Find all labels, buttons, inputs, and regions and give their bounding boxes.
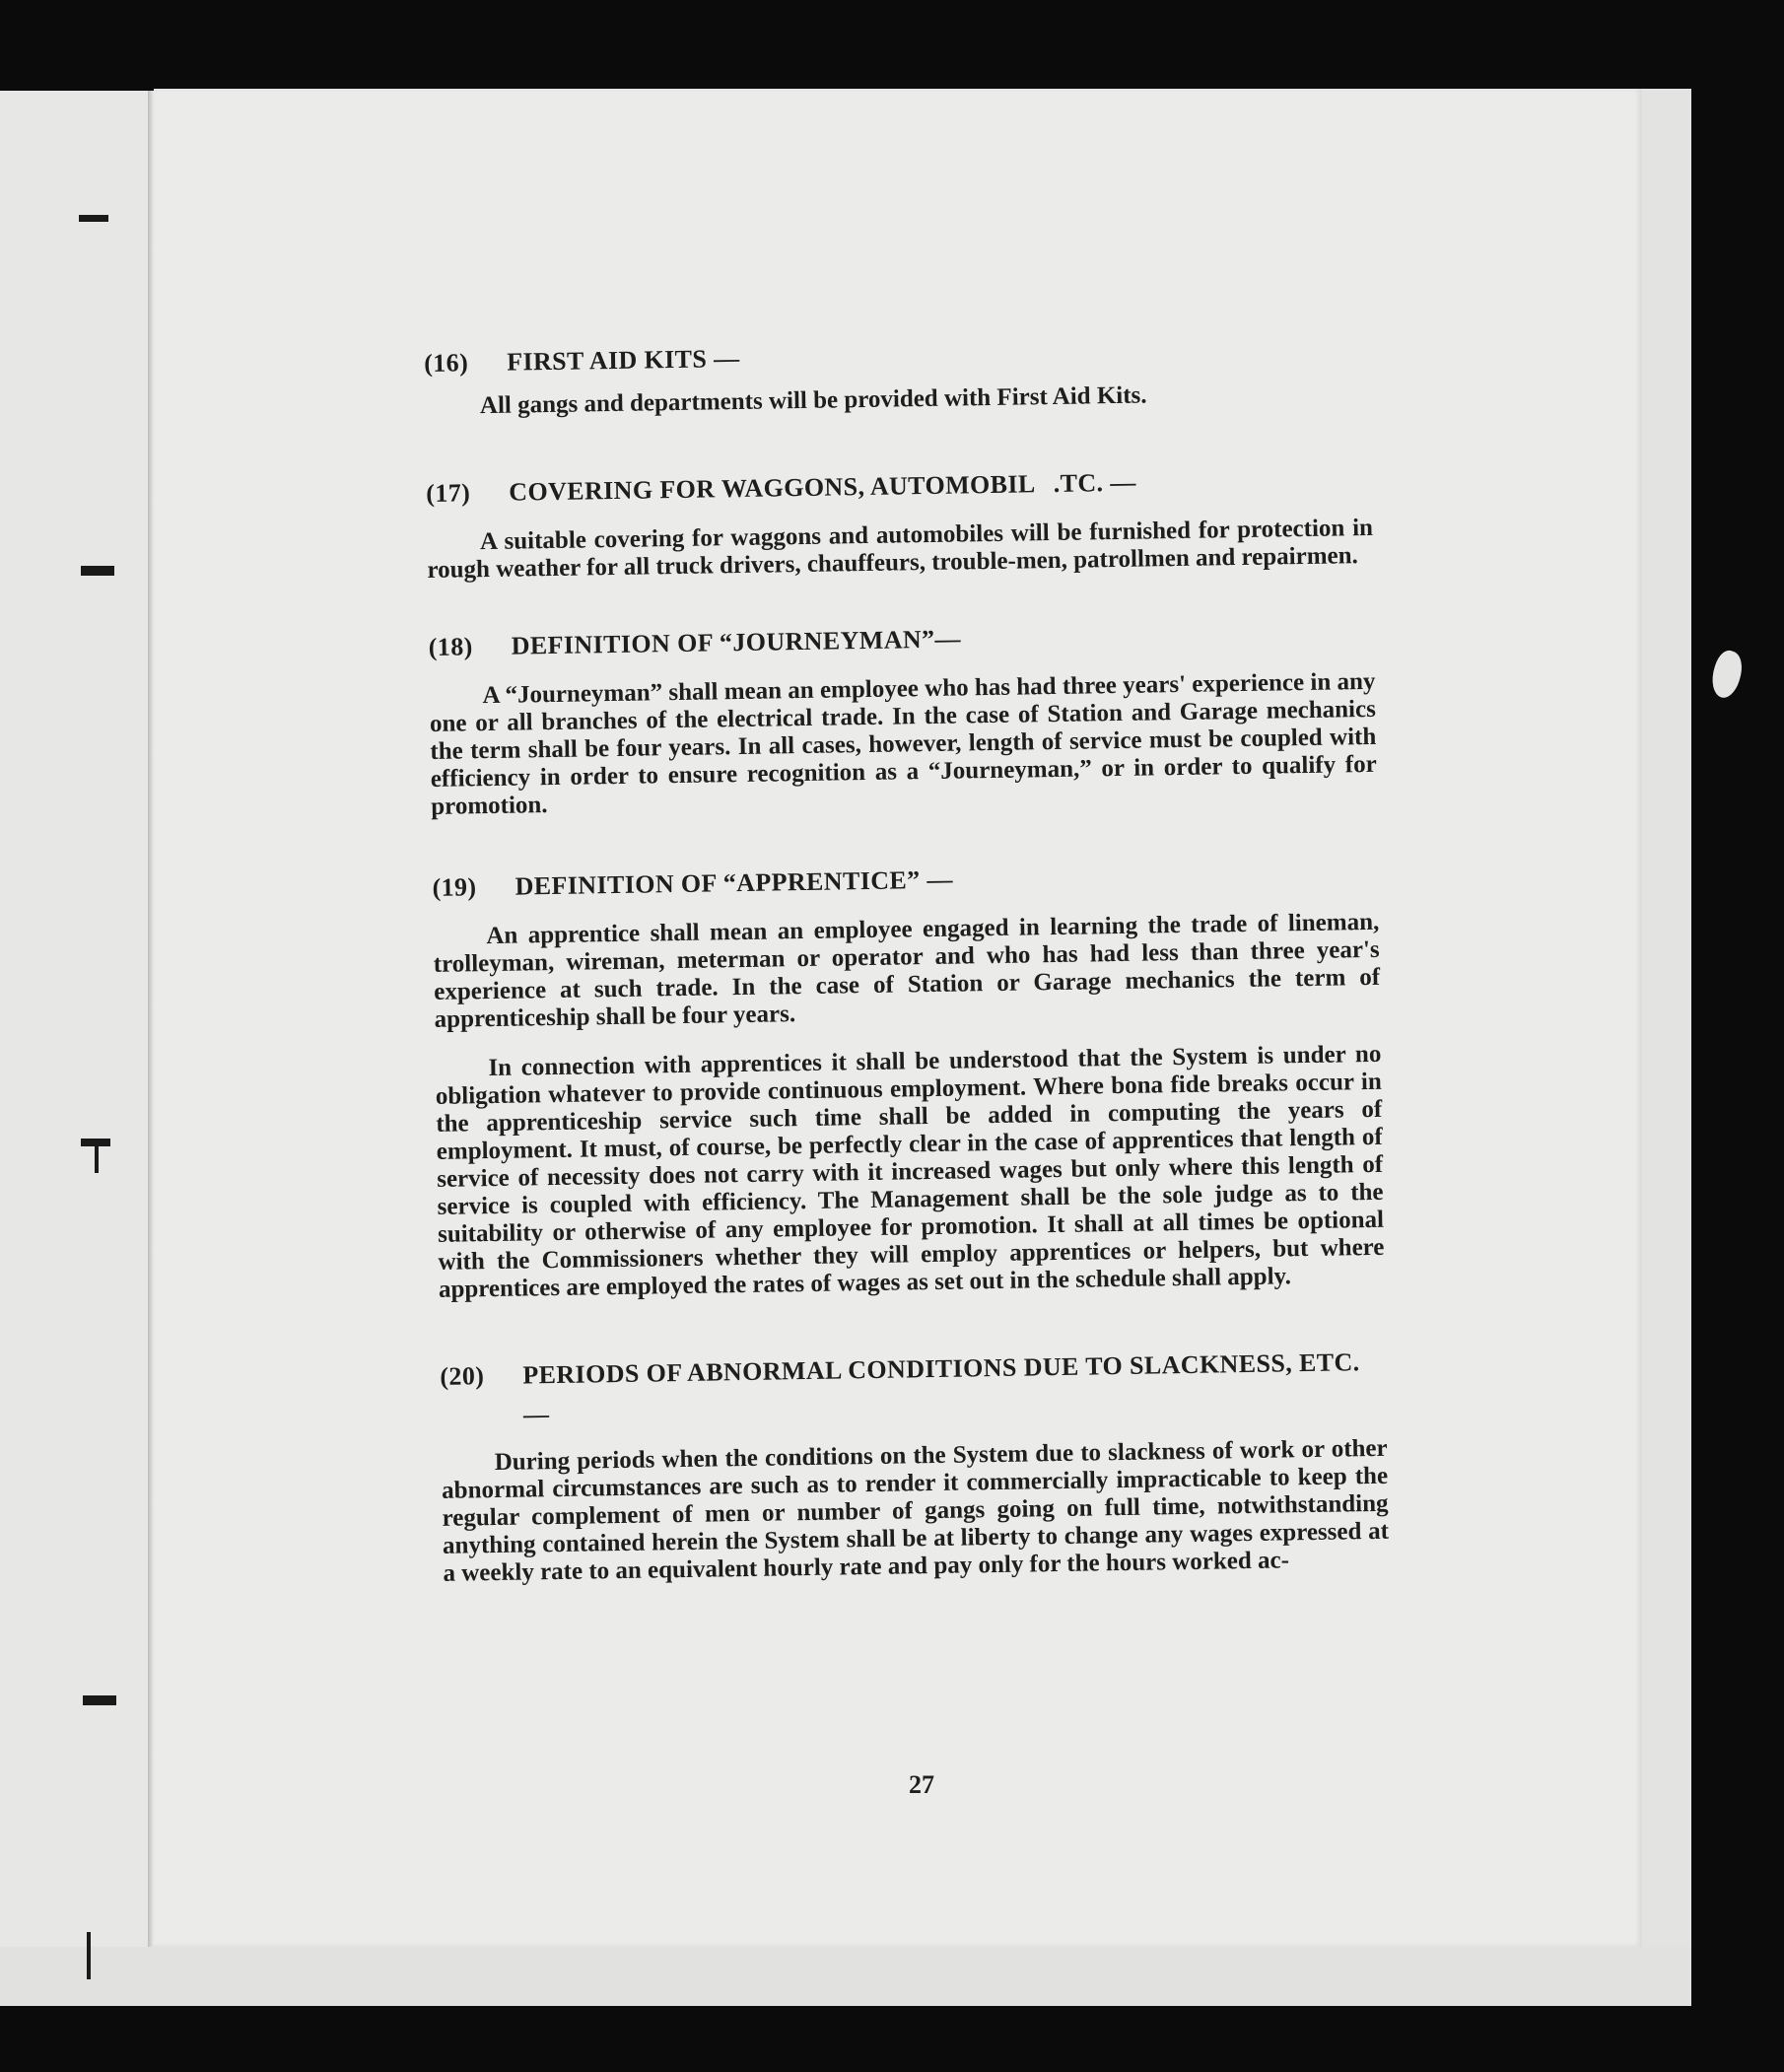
binding-mark [79, 215, 108, 222]
page-bottom-edge [0, 1947, 1691, 2006]
section-paragraph: An apprentice shall mean an employee engaged in learning the trade of lineman, trolleyman, wireman, meterman or operator and who has had less than three year's experience at such trade. In the case of Station or Garage mechanics the term of apprenticeship shall be four years. [433, 908, 1381, 1033]
document-body [424, 335, 1390, 1588]
section-title: DEFINITION OF “APPRENTICE” — [515, 864, 954, 901]
section-paragraph: A “Journeyman” shall mean an employee who has had three years' experience in any one or all branches of the electrical trade. In the case of Station and Garage mechanics the term shall be four years. In all cases, however, length of service must be coupled with efficiency in order to ensure recognition as a “Journeyman,” or in order to qualify for promotion. [429, 667, 1377, 820]
section-20 [440, 1343, 1390, 1588]
binding-mark [81, 566, 114, 576]
binding-strip [0, 91, 150, 1993]
binding-mark [87, 1932, 91, 1979]
section-heading [429, 619, 1375, 661]
section-17 [426, 465, 1374, 585]
section-title: FIRST AID KITS — [506, 343, 740, 377]
section-16 [424, 335, 1371, 421]
section-heading [426, 465, 1372, 508]
section-paragraph: During periods when the conditions on the System due to slackness of work or other abnormal circumstances are such as to render it commercially impracticable to keep the regular complement of men or number of gangs going on full time, notwithstanding anything contained herein the System shall be at liberty to change any wages expressed at a weekly rate to an equivalent hourly rate and pay only for the hours worked ac- [441, 1434, 1390, 1587]
section-number: (18) [428, 632, 473, 661]
page-edge [1642, 89, 1691, 1947]
page-number: 27 [909, 1770, 934, 1799]
binding-mark [83, 1695, 116, 1705]
section-number: (16) [423, 348, 469, 378]
section-heading [440, 1343, 1387, 1436]
section-paragraph: A suitable covering for waggons and automobiles will be furnished for protection in rough weather for all truck drivers, chauffeurs, trouble-men, patrollmen and repairmen. [427, 514, 1374, 584]
section-19 [432, 860, 1385, 1304]
section-paragraph: All gangs and departments will be provided with First Aid Kits. [479, 381, 1147, 420]
section-number: (19) [432, 872, 477, 902]
paper-tear-mark [1706, 648, 1747, 701]
section-number: (17) [426, 478, 471, 508]
section-paragraph: In connection with apprentices it shall be understood that the System is under no obligation whatever to provide continuous employment. Where bona fide breaks occur in the apprenticeship service such time shall be added in computing the years of employment. It must, of course, be perfectly clear in the case of apprentices that length of service of necessity does not carry with it increased wages but only where this length of service is coupled with efficiency. The Management shall be the sole judge as to the suitability or otherwise of any employee for promotion. It shall at all times be optional with the Commissioners whether they will employ apprentices or helpers, but where apprentices are employed the rates of wages as set out in the schedule shall apply. [435, 1040, 1385, 1303]
section-title: COVERING FOR WAGGONS, AUTOMOBIL .TC. — [509, 467, 1136, 507]
section-heading [432, 860, 1378, 902]
section-18 [429, 619, 1378, 821]
binding-mark [95, 1143, 99, 1173]
section-number: (20) [440, 1361, 485, 1391]
section-title: PERIODS OF ABNORMAL CONDITIONS DUE TO SLACKNESS, ETC. — [522, 1347, 1360, 1429]
section-title: DEFINITION OF “JOURNEYMAN”— [511, 624, 962, 660]
